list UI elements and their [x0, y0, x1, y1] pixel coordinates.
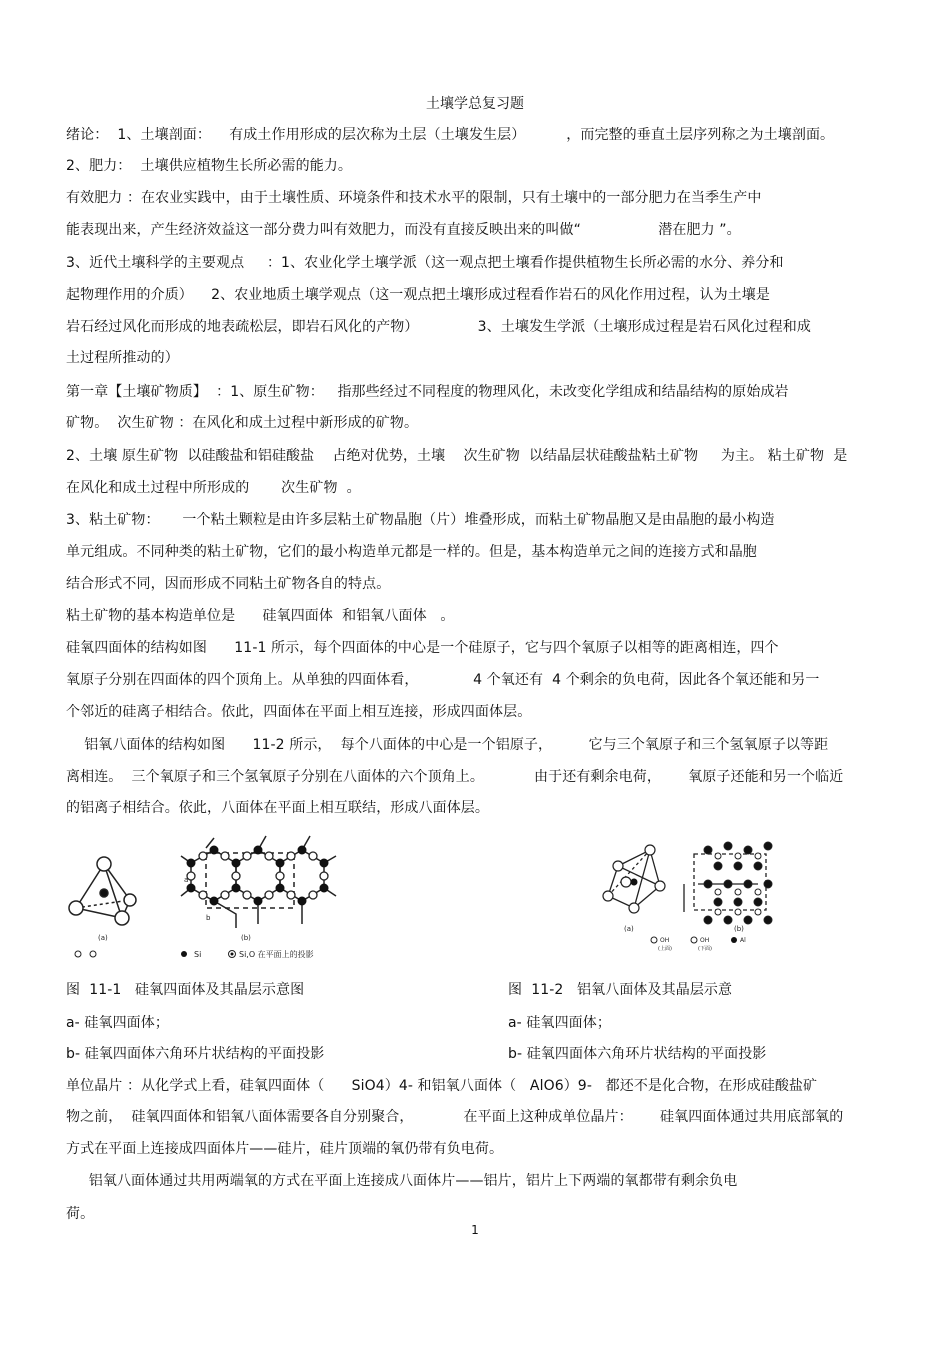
alumina-octahedron-diagram — [598, 836, 788, 958]
paragraph-line: 硅氧四面体的结构如图 11-1 所示，每个四面体的中心是一个硅原子，它与四个氧原子以相等的距离相连，四个 — [66, 640, 779, 656]
paragraph-line: 3、近代土壤科学的主要观点 ：1、农业化学土壤学派（这一观点把土壤看作提供植物生长所必需的水分、养分和 — [66, 255, 784, 271]
fig2-legend-oh-top-note: (上面) — [658, 946, 672, 952]
figure-note-a-right: a- 硅氧四面体； — [508, 1015, 611, 1031]
fig2-label-a: (a) — [624, 925, 634, 933]
paragraph-line: 个邻近的硅离子相结合。依此，四面体在平面上相互连接，形成四面体层。 — [66, 704, 532, 720]
paragraph-line: 方式在平面上连接成四面体片——硅片，硅片顶端的氧仍带有负电荷。 — [66, 1141, 504, 1157]
paragraph-line: 绪论： 1、土壤剖面： 有成土作用形成的层次称为土层（土壤发生层） ，而完整的垂直土层序列称之为土壤剖面。 — [66, 127, 835, 143]
fig2-legend-al: Al — [740, 937, 746, 944]
figure-note-b-left: b- 硅氧四面体六角环片状结构的平面投影 — [66, 1046, 325, 1062]
svg-text:b: b — [206, 914, 211, 922]
svg-text:a: a — [184, 876, 189, 884]
figure-caption-11-1: 图 11-1 硅氧四面体及其晶层示意图 — [66, 982, 305, 998]
paragraph-line: 单元组成。不同种类的粘土矿物，它们的最小构造单元都是一样的。但是，基本构造单元之间的连接方式和晶胞 — [66, 544, 757, 560]
paragraph-line: 物之前， 硅氧四面体和铝氧八面体需要各自分别聚合， 在平面上这种成单位晶片： 硅氧四面体通过共用底部氧的 — [66, 1109, 844, 1125]
paragraph-line: 起物理作用的介质） 2、农业地质土壤学观点（这一观点把土壤形成过程看作岩石的风化作用过程，认为土壤是 — [66, 287, 771, 303]
fig1-label-a: (a) — [98, 934, 108, 942]
paragraph-line: 有效肥力 ：在农业实践中，由于土壤性质、环境条件和技术水平的限制，只有土壤中的一部分肥力在当季生产中 — [66, 190, 762, 206]
paragraph-line: 能表现出来，产生经济效益这一部分费力叫有效肥力，而没有直接反映出来的叫做“ 潜在肥力 ”。 — [66, 222, 741, 238]
paragraph-line: 第一章【土壤矿物质】 ：1、原生矿物： 指那些经过不同程度的物理风化，未改变化学组成和结晶结构的原始成岩 — [66, 384, 789, 400]
figure-caption-11-2: 图 11-2 铝氧八面体及其晶层示意 — [508, 982, 733, 998]
paragraph-line: 在风化和成土过程中所形成的 次生矿物 。 — [66, 480, 361, 496]
figure-11-1 — [66, 828, 341, 961]
fig1-legend-si: Si — [194, 950, 202, 959]
silica-tetrahedron-diagram — [66, 828, 341, 961]
fig2-label-b: (b) — [734, 925, 744, 933]
fig2-legend-oh-top: OH — [660, 937, 670, 944]
paragraph-line: 离相连。 三个氧原子和三个氢氧原子分别在八面体的六个顶角上。 由于还有剩余电荷， 氧原子还能和另一个临近 — [66, 769, 844, 785]
paragraph-line: 矿物。 次生矿物 ：在风化和成土过程中新形成的矿物。 — [66, 415, 419, 431]
page-number: 1 — [471, 1223, 479, 1237]
fig1-legend-projection: Si,O 在平面上的投影 — [239, 950, 314, 959]
paragraph-line: 粘土矿物的基本构造单位是 硅氧四面体 和铝氧八面体 。 — [66, 608, 455, 624]
paragraph-line: 岩石经过风化而形成的地表疏松层，即岩石风化的产物） 3、土壤发生学派（土壤形成过程是岩石风化过程和成 — [66, 319, 811, 335]
paragraph-line: 2、肥力： 土壤供应植物生长所必需的能力。 — [66, 158, 353, 174]
figure-note-b-right: b- 硅氧四面体六角环片状结构的平面投影 — [508, 1046, 767, 1062]
fig2-legend-oh-bottom-note: (下面) — [698, 946, 712, 952]
paragraph-line: 的铝离子相结合。依此，八面体在平面上相互联结，形成八面体层。 — [66, 800, 489, 816]
page-title: 土壤学总复习题 — [426, 96, 524, 112]
paragraph-line: 结合形式不同，因而形成不同粘土矿物各自的特点。 — [66, 576, 391, 592]
fig1-label-b: (b) — [241, 934, 251, 942]
paragraph-line: 土过程所推动的） — [66, 350, 179, 366]
paragraph-line: 铝氧八面体通过共用两端氧的方式在平面上连接成八面体片——铝片，铝片上下两端的氧都带有剩余负电 — [66, 1173, 738, 1189]
figure-note-a-left: a- 硅氧四面体； — [66, 1015, 169, 1031]
paragraph-line: 单位晶片 ：从化学式上看，硅氧四面体（ SiO4）4- 和铝氧八面体（ AlO6）9- 都还不是化合物，在形成硅酸盐矿 — [66, 1078, 818, 1094]
paragraph-line: 3、粘土矿物： 一个粘土颗粒是由许多层粘土矿物晶胞（片）堆叠形成，而粘土矿物晶胞又是由晶胞的最小构造 — [66, 512, 775, 528]
paragraph-line: 铝氧八面体的结构如图 11-2 所示， 每个八面体的中心是一个铝原子， 它与三个氧原子和三个氢氧原子以等距 — [66, 737, 829, 753]
paragraph-line: 荷。 — [66, 1206, 95, 1222]
figure-11-2 — [598, 836, 788, 958]
fig2-legend-oh-bottom: OH — [700, 937, 710, 944]
paragraph-line: 2、土壤 原生矿物 以硅酸盐和铝硅酸盐 占绝对优势，土壤 次生矿物 以结晶层状硅酸盐粘土矿物 为主。 粘土矿物 是 — [66, 448, 848, 464]
paragraph-line: 氧原子分别在四面体的四个顶角上。从单独的四面体看， 4 个氧还有 4 个剩余的负电荷，因此各个氧还能和另一 — [66, 672, 820, 688]
